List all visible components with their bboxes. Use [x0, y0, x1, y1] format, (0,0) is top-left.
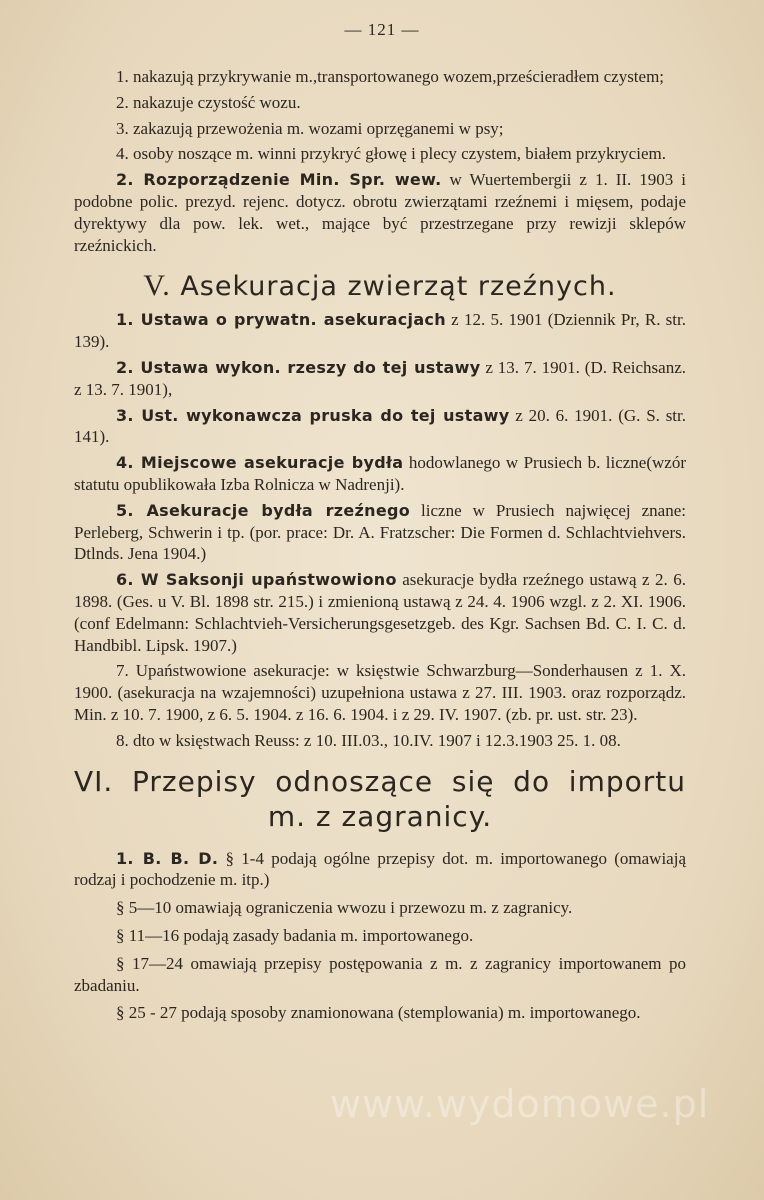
section-6-list — [74, 848, 686, 1025]
list-item: § 25 - 27 podają sposoby znamionowana (stemplowania) m. importowanego. — [116, 1003, 641, 1023]
section-5-list — [74, 309, 686, 751]
section-title-line2: m. z zagranicy. — [267, 799, 493, 833]
list-item: § 11—16 podają zasady badania m. importowanego. — [116, 925, 474, 945]
intro-item: 3. zakazują przewożenia m. wozami oprzęganemi w psy; — [116, 118, 504, 138]
list-item: 5. Asekuracje bydła rzeźnego liczne w Prusiech najwięcej znane: Perleberg, Schwerin i tp. (por. prace: Dr. A. Fratzscher: Die Formen d. Schlachtviehvers. Dtlnds. Jena 1904.) — [74, 500, 686, 564]
section-roman: V. — [143, 269, 171, 303]
list-item: 1. B. B. D. § 1-4 podają ogólne przepisy dot. m. importowanego (omawiają rodzaj i pochodzenie m. itp.) — [74, 848, 686, 890]
list-item: § 17—24 omawiają przepisy postępowania z m. z zagranicy importowanem po zbadaniu. — [74, 953, 686, 995]
list-item: 8. dto w księstwach Reuss: z 10. III.03., 10.IV. 1907 i 12.3.1903 25. 1. 08. — [116, 730, 621, 750]
page-content — [74, 66, 686, 1030]
section-title: Asekuracja zwierząt rzeźnych. — [180, 271, 617, 303]
regulation-bold: 2. Rozporządzenie Min. Spr. wew. — [116, 170, 442, 190]
list-item: 2. Ustawa wykon. rzeszy do tej ustawy z 13. 7. 1901. (D. Reichsanz. z 13. 7. 1901), — [74, 357, 686, 399]
list-item: 6. W Saksonji upaństwowiono asekuracje bydła rzeźnego ustawą z 2. 6. 1898. (Ges. u V. Bl. 1898 str. 215.) i zmienioną ustawą z 24. 4. 1906 wzgl. z 2. XI. 1906. (conf Edelmann: Schlachtvieh-Versicherungsgesetzgeb. des Kgr. Sachsen Bd. C. I. C. d. Handbibl. Lipsk. 1907.) — [74, 570, 686, 655]
regulation-text: w Wuertembergii z 1. II. 1903 i podobne polic. prezyd. rejenc. dotycz. obrotu zwierzątami rzeźnemi i mięsem, podaje dyrektywy dla pow. lek. wet., mające być przestrzegane przy rewizji sklepów rzeźnickich. — [74, 170, 686, 255]
section-heading-5 — [74, 270, 686, 303]
intro-item: 4. osoby noszące m. winni przykryć głowę i plecy czystem, białem przykryciem. — [116, 144, 666, 164]
page-number: — 121 — — [344, 20, 420, 39]
section-title-line1: VI. Przepisy odnoszące się do importu — [74, 764, 686, 798]
regulation-item — [74, 169, 686, 256]
list-item: 3. Ust. wykonawcza pruska do tej ustawy z 20. 6. 1901. (G. S. str. 141). — [74, 405, 687, 447]
intro-item: 2. nakazuje czystość wozu. — [116, 92, 301, 112]
section-heading-6 — [74, 764, 686, 834]
watermark: www.wydomowe.pl — [330, 1082, 710, 1126]
list-item: 4. Miejscowe asekuracje bydła hodowlanego w Prusiech b. liczne(wzór statutu opublikowała Izba Rolnicza w Nadrenji). — [74, 453, 687, 494]
list-item: 1. Ustawa o prywatn. asekuracjach z 12. 5. 1901 (Dziennik Pr, R. str. 139). — [74, 310, 686, 352]
list-item: § 5—10 omawiają ograniczenia wwozu i przewozu m. z zagranicy. — [116, 898, 573, 918]
list-item: 7. Upaństwowione asekuracje: w księstwie Schwarzburg—Sonderhausen z 1. X. 1900. (asekuracja na wzajemności) uzupełniona ustawa z 27. III. 1903. oraz rozporządz. Min. z 10. 7. 1900, z 6. 5. 1904. z 16. 6. 1904. i z 29. IV. 1907. (zb. pr. ust. str. 23). — [74, 661, 686, 724]
intro-item: 1. nakazują przykrywanie m.,transportowanego wozem,prześcieradłem czystem; — [116, 67, 665, 86]
